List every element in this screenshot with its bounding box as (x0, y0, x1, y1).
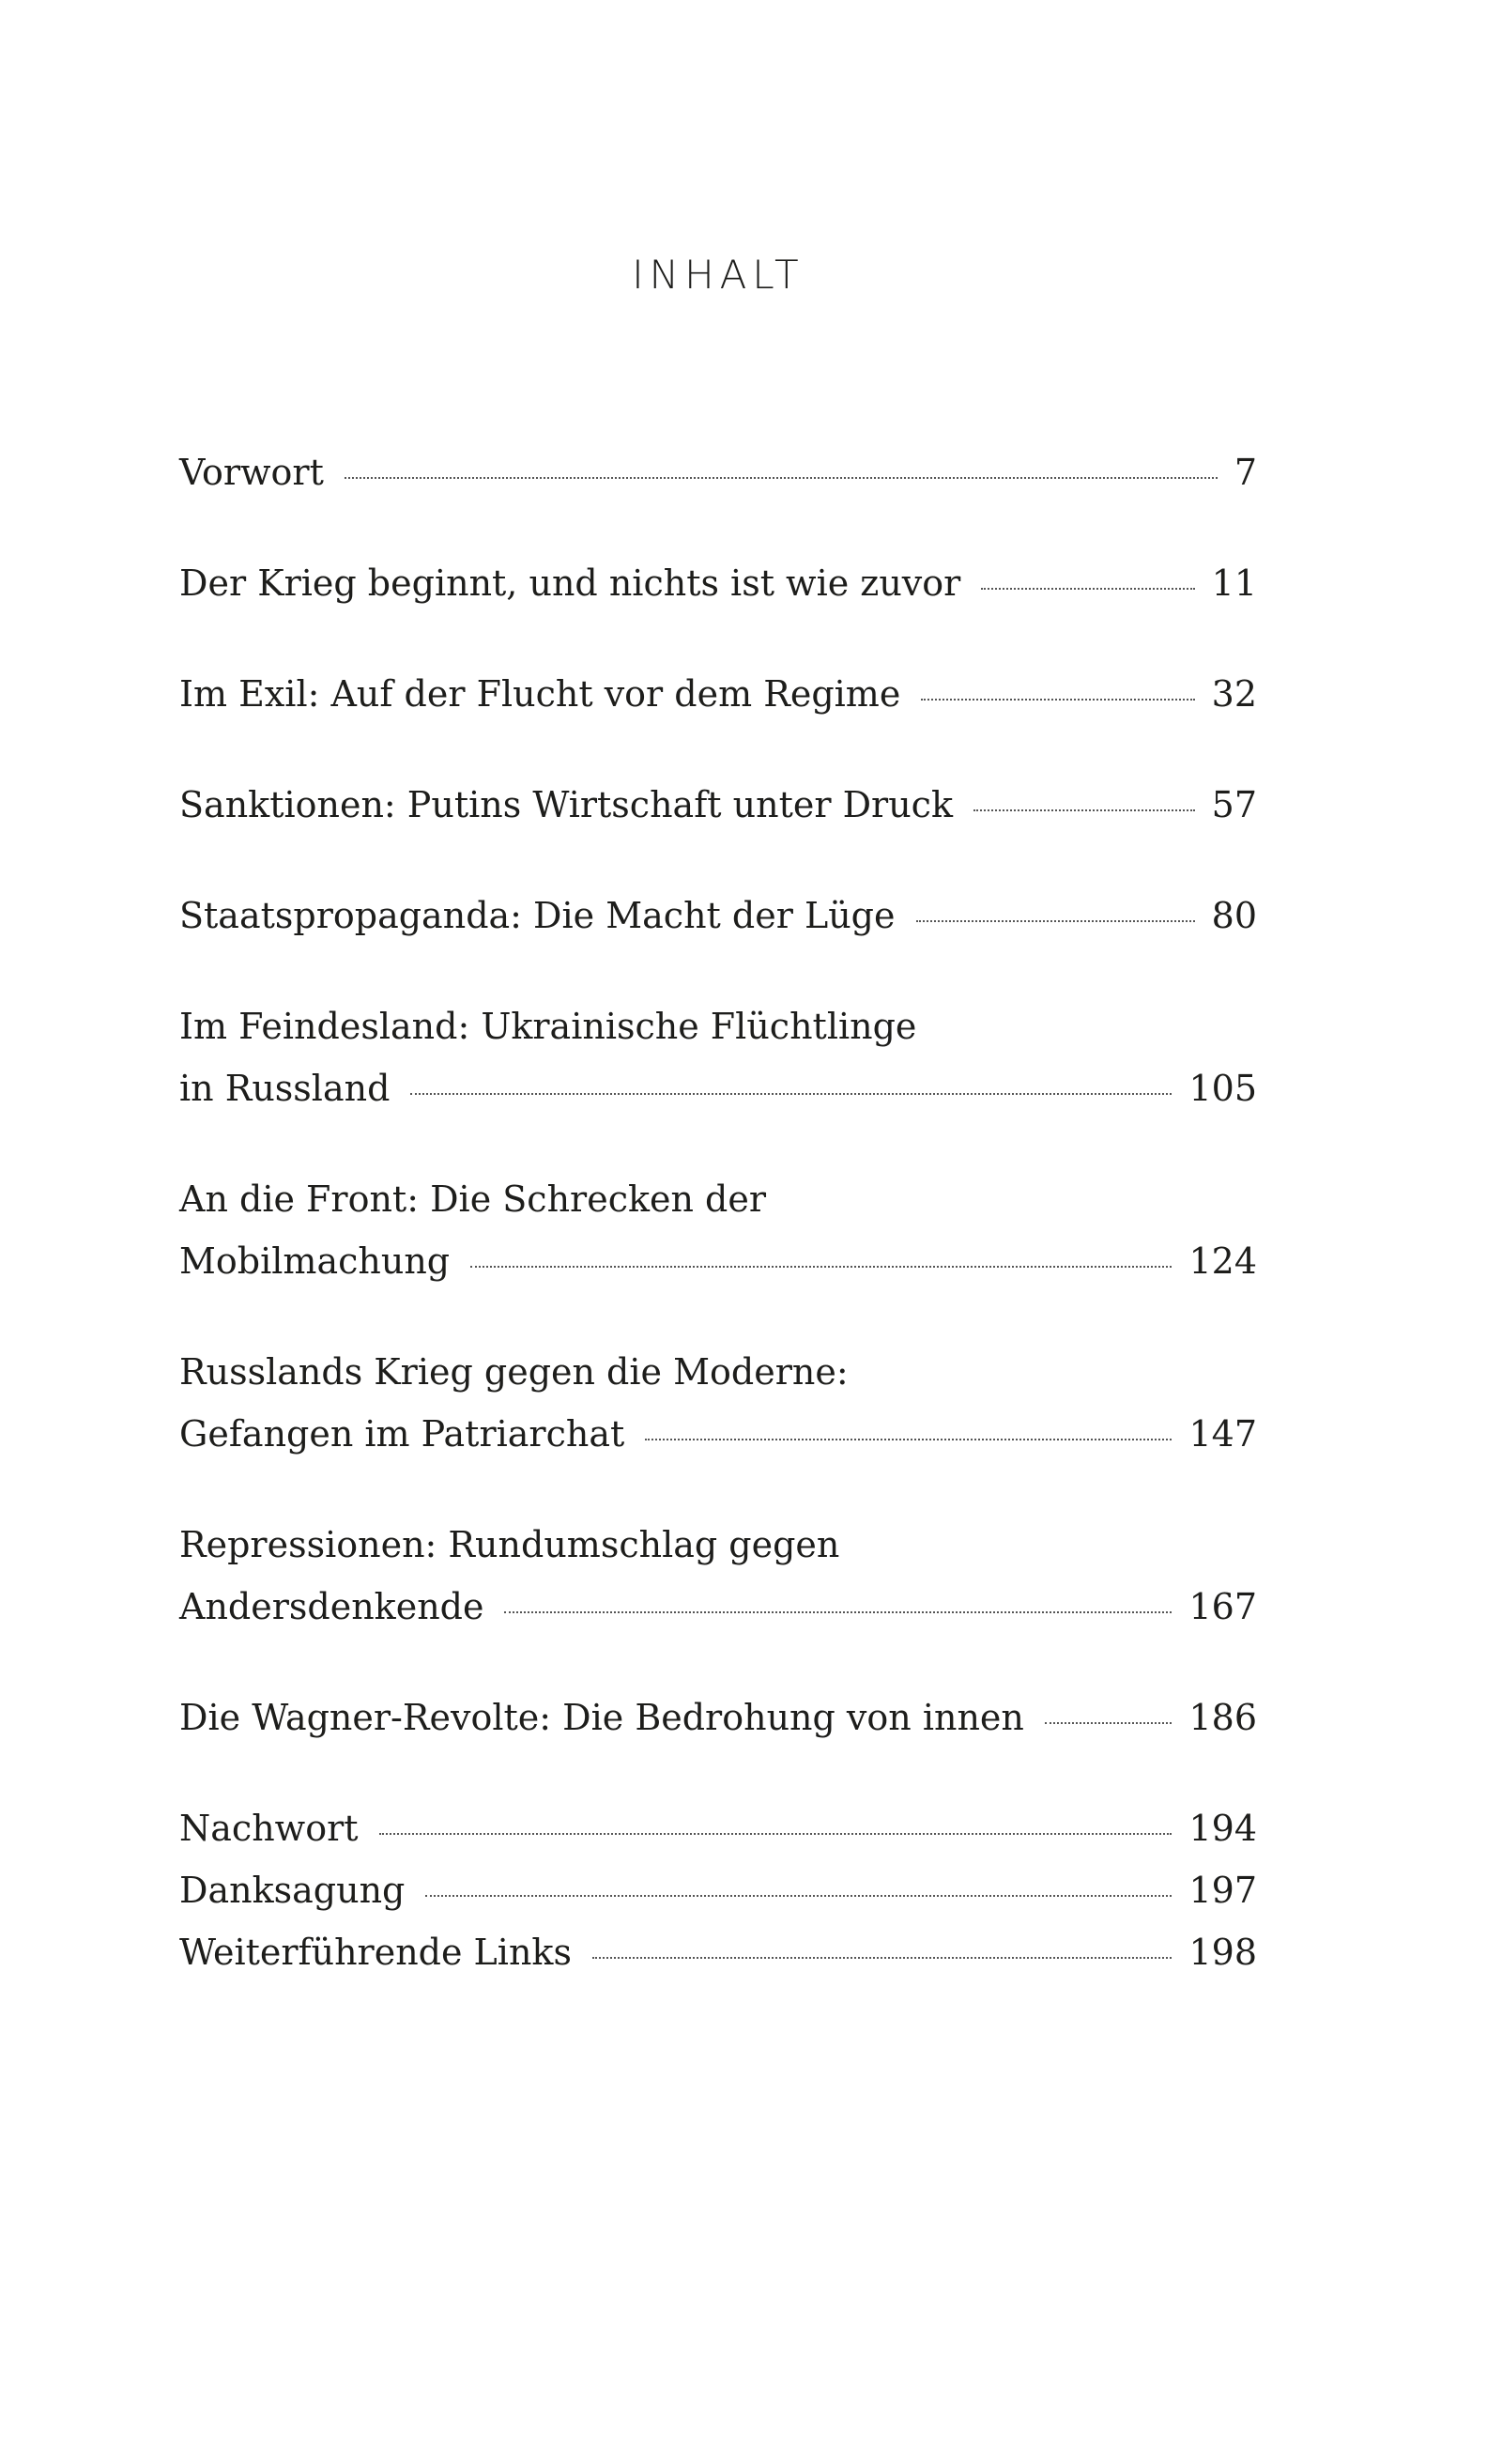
toc-entry-page: 11 (1211, 562, 1257, 604)
toc-entry-page: 32 (1211, 673, 1257, 715)
dot-leader (345, 477, 1218, 479)
dot-leader (645, 1439, 1172, 1440)
toc-entry-title: Vorwort (179, 452, 324, 493)
toc-entry (179, 1686, 1257, 1748)
toc-entry-page: 186 (1188, 1697, 1257, 1738)
dot-leader (379, 1833, 1172, 1835)
toc-entry-title-line1: An die Front: Die Schrecken der (179, 1178, 767, 1220)
toc-entry-title-line1: Im Feindesland: Ukrainische Flüchtlinge (179, 1006, 917, 1047)
toc-entry-title: Sanktionen: Putins Wirtschaft unter Druck (179, 784, 953, 825)
toc-entry-page: 167 (1188, 1586, 1257, 1627)
toc-entry-page: 197 (1188, 1870, 1257, 1911)
toc-entry (179, 441, 1257, 503)
toc-entry (179, 1341, 1257, 1465)
dot-leader (504, 1611, 1172, 1613)
toc-entry (179, 774, 1257, 836)
dot-leader (592, 1957, 1172, 1959)
toc-entry-title-line1: Russlands Krieg gegen die Moderne: (179, 1351, 849, 1393)
toc-entry-title: Staatspropaganda: Die Macht der Lüge (179, 895, 896, 936)
toc-entry-page: 57 (1211, 784, 1257, 825)
toc-entry-page: 124 (1188, 1240, 1257, 1282)
toc-entry-title-line1: Repressionen: Rundumschlag gegen (179, 1524, 840, 1565)
toc-entry-page: 194 (1188, 1808, 1257, 1849)
toc-entry-page: 198 (1188, 1932, 1257, 1973)
toc-entry-title: Gefangen im Patriarchat (179, 1413, 625, 1455)
toc-entry-title: Andersdenkende (179, 1586, 484, 1627)
dot-leader (425, 1895, 1172, 1897)
dot-leader (916, 920, 1195, 922)
toc-entry (179, 1514, 1257, 1638)
dot-leader (981, 588, 1194, 590)
dot-leader (973, 809, 1195, 811)
toc-entry (179, 885, 1257, 947)
dot-leader (921, 699, 1194, 701)
toc-entry-title: Der Krieg beginnt, und nichts ist wie zuvor (179, 562, 961, 604)
toc-entry-title: Danksagung (179, 1870, 406, 1911)
toc-entry-page: 105 (1188, 1068, 1257, 1109)
toc-entry-title: in Russland (179, 1068, 391, 1109)
toc-entry-page: 80 (1211, 895, 1257, 936)
toc-heading: INHALT (632, 252, 805, 298)
toc-entry (179, 1921, 1257, 1983)
toc-entry-page: 147 (1188, 1413, 1257, 1455)
toc-entry-title: Mobilmachung (179, 1240, 451, 1282)
toc-entry (179, 1859, 1257, 1921)
dot-leader (1045, 1722, 1172, 1724)
dot-leader (410, 1093, 1172, 1095)
toc-entry-page: 7 (1234, 452, 1257, 493)
toc-entry (179, 1168, 1257, 1292)
toc-entry-title: Nachwort (179, 1808, 359, 1849)
toc-entry (179, 995, 1257, 1119)
toc-entry-title: Die Wagner-Revolte: Die Bedrohung von innen (179, 1697, 1024, 1738)
toc-entry-title: Im Exil: Auf der Flucht vor dem Regime (179, 673, 901, 715)
toc-entry (179, 552, 1257, 614)
dot-leader (470, 1266, 1172, 1268)
toc-entry (179, 1797, 1257, 1859)
toc-entry (179, 663, 1257, 725)
toc-entry-title: Weiterführende Links (179, 1932, 572, 1973)
